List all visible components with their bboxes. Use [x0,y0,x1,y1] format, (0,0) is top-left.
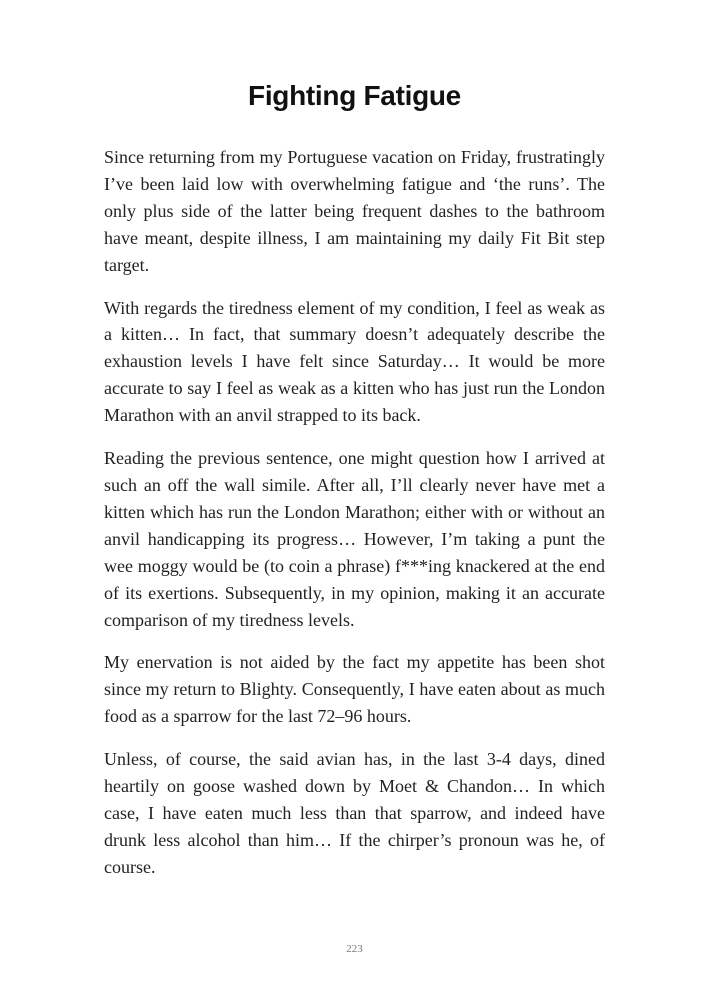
page-title: Fighting Fatigue [248,80,461,111]
body-text [104,144,605,897]
paragraph-1: Since returning from my Portuguese vacation on Friday, frustratingly I’ve been laid low with overwhelming fatigue and ‘the runs’. The only plus side of the latter being frequent dashes to the bathroom have meant, despite illness, I am maintaining my daily Fit Bit step target. [104,147,605,275]
paragraph-2: With regards the tiredness element of my condition, I feel as weak as a kitten… In fact, that summary doesn’t adequately describe the exhaustion levels I have felt since Saturday… It would be more accurate to say I feel as weak as a kitten who has just run the London Marathon with an anvil strapped to its back. [104,297,605,426]
paragraph-5: Unless, of course, the said avian has, in the last 3-4 days, dined heartily on goose washed down by Moet & Chandon… In which case, I have eaten much less than that sparrow, and indeed have drunk less alcohol than him… If the chirper’s pronoun was he, of course. [104,749,605,877]
paragraph-4: My enervation is not aided by the fact my appetite has been shot since my return to Blighty. Consequently, I have eaten about as much food as a sparrow for the last 72–96 hours. [104,652,605,727]
paragraph-3: Reading the previous sentence, one might question how I arrived at such an off the wall simile. After all, I’ll clearly never have met a kitten which has run the London Marathon; either with or without an anvil handicapping its progress… However, I’m taking a punt the wee moggy would be (to coin a phrase) f***ing knackered at the end of its exertions. Subsequently, in my opinion, making it an accurate comparison of my tiredness levels. [104,448,605,630]
page-number: 223 [346,943,363,955]
